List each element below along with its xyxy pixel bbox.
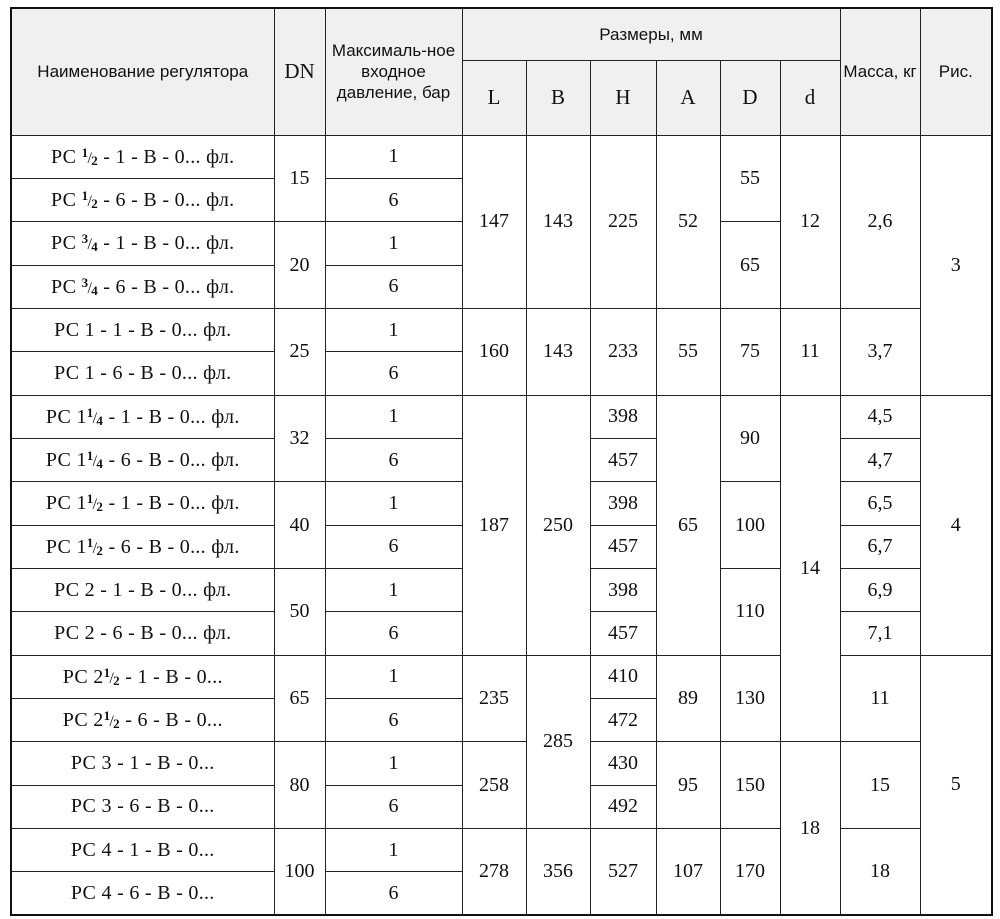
cell-mass: 4,5: [840, 395, 920, 438]
cell-A: 89: [656, 655, 720, 742]
cell-A: 65: [656, 395, 720, 655]
fraction-slash: /: [92, 453, 98, 471]
regulator-name-den: 4: [96, 456, 104, 472]
regulator-name: [11, 525, 274, 568]
regulator-spec-table: [10, 7, 993, 916]
regulator-name: [11, 829, 274, 872]
cell-D: 90: [720, 395, 780, 482]
cell-fig: 4: [920, 395, 992, 655]
table-body: [11, 135, 992, 915]
regulator-name-prefix: РС: [45, 535, 77, 558]
cell-dn: 65: [274, 655, 325, 742]
regulator-name-suffix: - 6 - В - 0... фл.: [98, 189, 235, 212]
cell-pressure: 1: [325, 308, 462, 351]
regulator-name: [11, 612, 274, 655]
regulator-name-num: 1: [81, 144, 89, 160]
cell-D: 75: [720, 308, 780, 395]
regulator-name: [11, 482, 274, 525]
fraction-slash: /: [109, 713, 115, 731]
cell-d: 11: [780, 308, 840, 395]
regulator-name-text: РС 1 - 1 - В - 0... фл.: [54, 318, 232, 341]
cell-B: 356: [526, 829, 590, 916]
cell-L: 258: [462, 742, 526, 829]
header-d: d: [780, 60, 840, 135]
cell-mass: 18: [840, 829, 920, 916]
cell-fig: 3: [920, 135, 992, 395]
cell-B: 143: [526, 135, 590, 308]
cell-L: 147: [462, 135, 526, 308]
header-figure: Рис.: [920, 8, 992, 135]
regulator-name-suffix: - 6 - В - 0... фл.: [98, 275, 235, 298]
cell-mass: 4,7: [840, 438, 920, 481]
regulator-name-text: РС 2 - 6 - В - 0... фл.: [54, 621, 232, 644]
fraction-slash: /: [87, 149, 93, 167]
cell-dn: 100: [274, 829, 325, 916]
regulator-name: [11, 178, 274, 221]
cell-mass: 11: [840, 655, 920, 742]
header-L: L: [462, 60, 526, 135]
cell-H: 527: [590, 829, 656, 916]
regulator-name-prefix: РС: [62, 665, 94, 688]
regulator-name-num: 1: [103, 708, 111, 724]
fraction: [86, 534, 104, 558]
cell-pressure: 6: [325, 872, 462, 915]
regulator-name: [11, 222, 274, 265]
table-row: [11, 308, 992, 351]
cell-pressure: 1: [325, 482, 462, 525]
cell-mass: 2,6: [840, 135, 920, 308]
header-B: B: [526, 60, 590, 135]
regulator-name: [11, 395, 274, 438]
table-row: [11, 135, 992, 178]
regulator-name-prefix: РС: [45, 405, 77, 428]
regulator-name-suffix: - 6 - В - 0... фл.: [103, 535, 240, 558]
regulator-name: [11, 655, 274, 698]
table-row: [11, 742, 992, 785]
cell-H: 398: [590, 482, 656, 525]
cell-pressure: 1: [325, 742, 462, 785]
regulator-name-num: 1: [86, 491, 94, 507]
regulator-name-suffix: - 6 - В - 0...: [119, 709, 223, 732]
regulator-name: [11, 352, 274, 395]
cell-H: 492: [590, 785, 656, 828]
header-mass: Масса, кг: [840, 8, 920, 135]
regulator-name-prefix: РС: [51, 145, 82, 168]
cell-B: 285: [526, 655, 590, 828]
fraction: [103, 708, 120, 732]
cell-fig: 5: [920, 655, 992, 915]
cell-dn: 15: [274, 135, 325, 222]
cell-pressure: 6: [325, 612, 462, 655]
cell-pressure: 1: [325, 568, 462, 611]
fraction-slash: /: [92, 539, 98, 557]
regulator-name-text: РС 4 - 6 - В - 0...: [70, 881, 215, 904]
cell-mass: 15: [840, 742, 920, 829]
fraction-slash: /: [92, 409, 98, 427]
cell-D: 100: [720, 482, 780, 569]
regulator-name-prefix: РС: [62, 709, 94, 732]
cell-H: 410: [590, 655, 656, 698]
fraction-slash: /: [92, 496, 98, 514]
cell-L: 235: [462, 655, 526, 742]
regulator-name-num: 1: [86, 448, 94, 464]
fraction: [86, 448, 104, 472]
cell-B: 143: [526, 308, 590, 395]
fraction: [86, 491, 104, 515]
cell-D: 65: [720, 222, 780, 309]
cell-pressure: 1: [325, 395, 462, 438]
cell-H: 472: [590, 698, 656, 741]
fraction-slash: /: [87, 193, 93, 211]
cell-D: 110: [720, 568, 780, 655]
regulator-name-prefix: РС: [45, 492, 77, 515]
regulator-name-num: 3: [81, 274, 89, 290]
cell-mass: 6,9: [840, 568, 920, 611]
cell-pressure: 1: [325, 135, 462, 178]
cell-H: 225: [590, 135, 656, 308]
cell-pressure: 6: [325, 438, 462, 481]
header-dimensions: Размеры, мм: [462, 8, 840, 60]
regulator-name: [11, 742, 274, 785]
cell-mass: 6,5: [840, 482, 920, 525]
cell-B: 250: [526, 395, 590, 655]
regulator-name-suffix: - 1 - В - 0... фл.: [98, 232, 235, 255]
regulator-name-den: 2: [113, 672, 120, 688]
regulator-name-den: 4: [91, 282, 98, 298]
table-row: [11, 829, 992, 872]
fraction: [81, 144, 98, 168]
cell-H: 233: [590, 308, 656, 395]
regulator-name-whole: 1: [76, 535, 87, 558]
cell-D: 150: [720, 742, 780, 829]
table-row: [11, 655, 992, 698]
regulator-name-den: 2: [96, 542, 104, 558]
cell-pressure: 1: [325, 655, 462, 698]
regulator-name-suffix: - 1 - В - 0... фл.: [98, 145, 235, 168]
cell-L: 187: [462, 395, 526, 655]
fraction-slash: /: [87, 236, 93, 254]
header-H: H: [590, 60, 656, 135]
regulator-name: [11, 872, 274, 915]
fraction: [86, 404, 104, 428]
regulator-name-suffix: - 6 - В - 0... фл.: [103, 449, 240, 472]
regulator-name: [11, 135, 274, 178]
cell-H: 457: [590, 525, 656, 568]
cell-dn: 50: [274, 568, 325, 655]
regulator-name-den: 2: [91, 152, 98, 168]
regulator-name-den: 2: [113, 716, 120, 732]
regulator-name: [11, 308, 274, 351]
cell-mass: 6,7: [840, 525, 920, 568]
cell-dn: 80: [274, 742, 325, 829]
cell-D: 130: [720, 655, 780, 742]
cell-L: 278: [462, 829, 526, 916]
regulator-name-text: РС 3 - 6 - В - 0...: [70, 795, 215, 818]
cell-H: 457: [590, 438, 656, 481]
regulator-name: [11, 438, 274, 481]
fraction-slash: /: [109, 669, 115, 687]
cell-A: 95: [656, 742, 720, 829]
cell-dn: 40: [274, 482, 325, 569]
fraction-slash: /: [87, 279, 93, 297]
cell-A: 55: [656, 308, 720, 395]
cell-L: 160: [462, 308, 526, 395]
regulator-name: [11, 568, 274, 611]
cell-A: 107: [656, 829, 720, 916]
regulator-name-prefix: РС: [45, 449, 77, 472]
regulator-name-text: РС 2 - 1 - В - 0... фл.: [54, 578, 232, 601]
cell-pressure: 6: [325, 785, 462, 828]
regulator-name-text: РС 4 - 1 - В - 0...: [70, 838, 215, 861]
cell-pressure: 6: [325, 352, 462, 395]
cell-dn: 20: [274, 222, 325, 309]
regulator-name-text: РС 3 - 1 - В - 0...: [70, 751, 215, 774]
cell-pressure: 1: [325, 829, 462, 872]
cell-d: 14: [780, 395, 840, 742]
header-name: Наименование регулятора: [11, 8, 274, 135]
regulator-name-suffix: - 1 - В - 0... фл.: [103, 492, 240, 515]
cell-A: 52: [656, 135, 720, 308]
cell-dn: 32: [274, 395, 325, 482]
cell-H: 430: [590, 742, 656, 785]
regulator-name-num: 1: [103, 664, 111, 680]
cell-mass: 7,1: [840, 612, 920, 655]
fraction: [81, 231, 98, 255]
regulator-name-prefix: РС: [51, 275, 82, 298]
regulator-name-den: 2: [91, 196, 98, 212]
regulator-name: [11, 698, 274, 741]
cell-d: 12: [780, 135, 840, 308]
regulator-name-num: 3: [81, 231, 89, 247]
regulator-name: [11, 785, 274, 828]
regulator-name: [11, 265, 274, 308]
regulator-name-den: 2: [96, 499, 104, 515]
regulator-name-den: 4: [96, 412, 104, 428]
table-row: [11, 395, 992, 438]
cell-pressure: 6: [325, 698, 462, 741]
regulator-name-whole: 1: [76, 492, 87, 515]
cell-pressure: 1: [325, 222, 462, 265]
regulator-name-whole: 1: [76, 449, 87, 472]
regulator-name-whole: 2: [93, 709, 104, 732]
fraction: [81, 188, 98, 212]
regulator-name-prefix: РС: [51, 232, 82, 255]
cell-H: 457: [590, 612, 656, 655]
cell-D: 55: [720, 135, 780, 222]
cell-D: 170: [720, 829, 780, 916]
cell-pressure: 6: [325, 265, 462, 308]
fraction: [103, 664, 120, 688]
regulator-name-whole: 2: [93, 665, 104, 688]
header-dn: DN: [274, 8, 325, 135]
regulator-name-suffix: - 1 - В - 0...: [119, 665, 223, 688]
cell-mass: 3,7: [840, 308, 920, 395]
regulator-name-text: РС 1 - 6 - В - 0... фл.: [54, 361, 232, 384]
cell-H: 398: [590, 395, 656, 438]
fraction: [81, 274, 98, 298]
header-A: A: [656, 60, 720, 135]
regulator-name-num: 1: [86, 534, 94, 550]
regulator-name-whole: 1: [76, 405, 87, 428]
regulator-name-prefix: РС: [51, 189, 82, 212]
regulator-name-suffix: - 1 - В - 0... фл.: [103, 405, 240, 428]
regulator-name-den: 4: [91, 239, 98, 255]
header-pressure: Максималь-ное входное давление, бар: [325, 8, 462, 135]
regulator-name-num: 1: [81, 188, 89, 204]
regulator-name-num: 1: [86, 404, 94, 420]
cell-H: 398: [590, 568, 656, 611]
cell-pressure: 6: [325, 525, 462, 568]
cell-pressure: 6: [325, 178, 462, 221]
cell-d: 18: [780, 742, 840, 915]
header-D: D: [720, 60, 780, 135]
cell-dn: 25: [274, 308, 325, 395]
